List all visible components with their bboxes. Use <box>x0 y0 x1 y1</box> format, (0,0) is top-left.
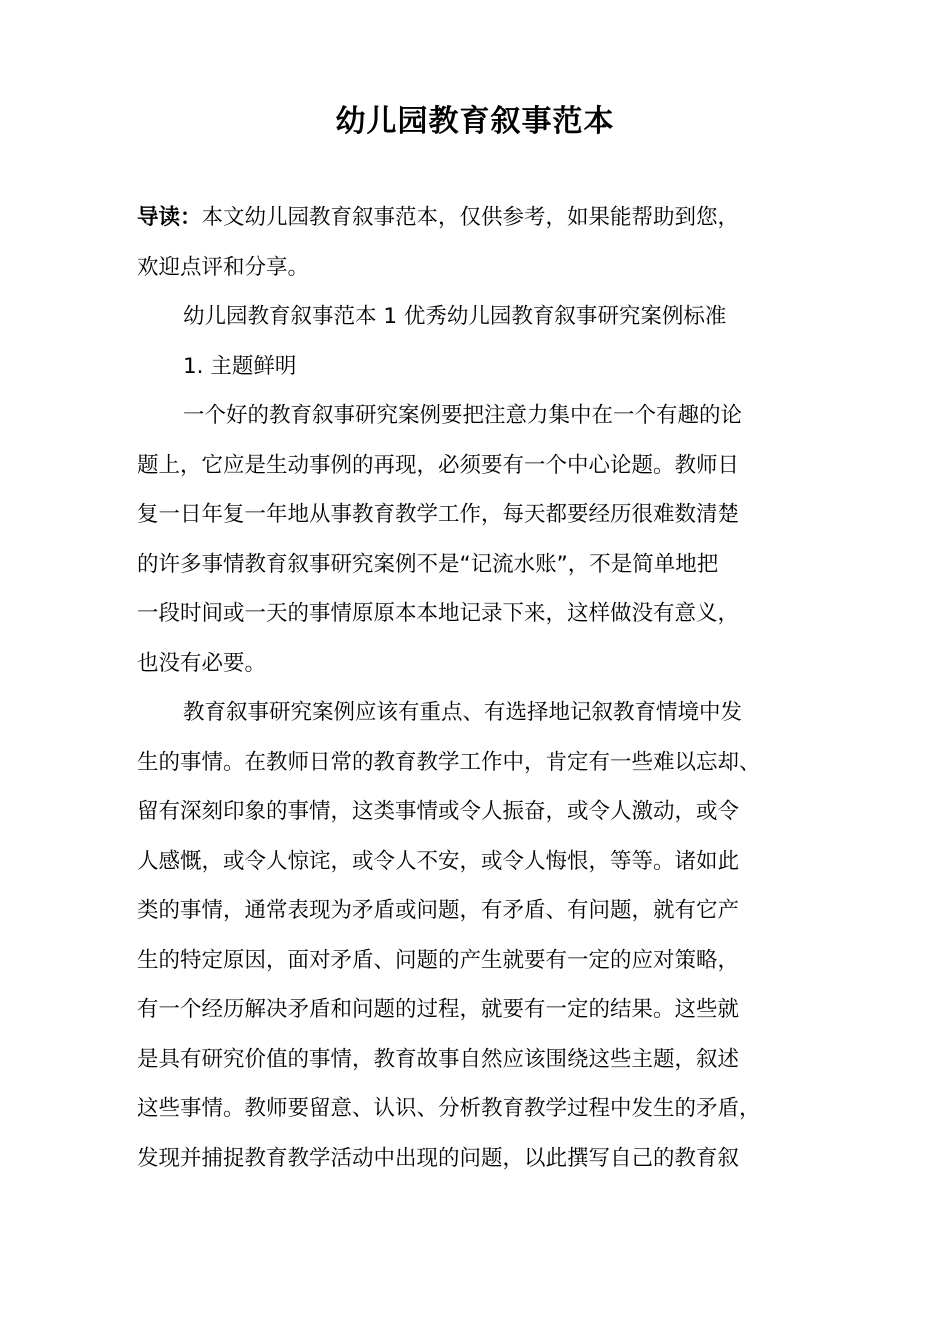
paragraph-line: 一段时间或一天的事情原原本本地记录下来，这样做没有意义， <box>137 601 740 626</box>
paragraph-line: 这些事情。教师要留意、认识、分析教育教学过程中发生的矛盾， <box>137 1096 761 1121</box>
paragraph-line: 留有深刻印象的事情，这类事情或令人振奋，或令人激动，或令 <box>137 799 740 824</box>
paragraph-line: 教育叙事研究案例应该有重点、有选择地记叙教育情境中发 <box>183 700 743 725</box>
subheading: 1. 主题鲜明 <box>183 353 297 379</box>
paragraph-line: 类的事情，通常表现为矛盾或问题，有矛盾、有问题，就有它产 <box>137 898 740 923</box>
paragraph-line: 生的特定原因，面对矛盾、问题的产生就要有一定的应对策略， <box>137 947 740 973</box>
paragraph-line: 是具有研究价值的事情，教育故事自然应该围绕这些主题，叙述 <box>137 1046 740 1072</box>
paragraph-line: 人感慨，或令人惊诧，或令人不安，或令人悔恨，等等。诸如此 <box>137 848 740 874</box>
paragraph-line: 的许多事情教育叙事研究案例不是“记流水账”，不是简单地把 <box>137 551 719 577</box>
intro-text: 本文幼儿园教育叙事范本，仅供参考，如果能帮助到您， <box>201 205 740 230</box>
paragraph-line: 题上，它应是生动事例的再现，必须要有一个中心论题。教师日 <box>137 452 740 478</box>
paragraph-line: 生的事情。在教师日常的教育教学工作中，肯定有一些难以忘却、 <box>137 749 761 775</box>
document-body <box>137 193 837 1183</box>
paragraph-line: 复一日年复一年地从事教育教学工作，每天都要经历很难数清楚 <box>137 502 740 527</box>
paragraph-line: 也没有必要。 <box>137 650 267 676</box>
intro-line <box>137 193 837 243</box>
paragraph-line: 一个好的教育叙事研究案例要把注意力集中在一个有趣的论 <box>183 403 743 428</box>
intro-line: 欢迎点评和分享。 <box>137 254 310 280</box>
paragraph-line: 有一个经历解决矛盾和问题的过程，就要有一定的结果。这些就 <box>137 997 740 1022</box>
paragraph-line: 发现并捕捉教育教学活动中出现的问题，以此撰写自己的教育叙 <box>137 1145 740 1171</box>
section-heading: 幼儿园教育叙事范本 1 优秀幼儿园教育叙事研究案例标准 <box>183 304 727 329</box>
document-title: 幼儿园教育叙事范本 <box>335 104 615 139</box>
intro-label: 导读： <box>137 205 202 230</box>
